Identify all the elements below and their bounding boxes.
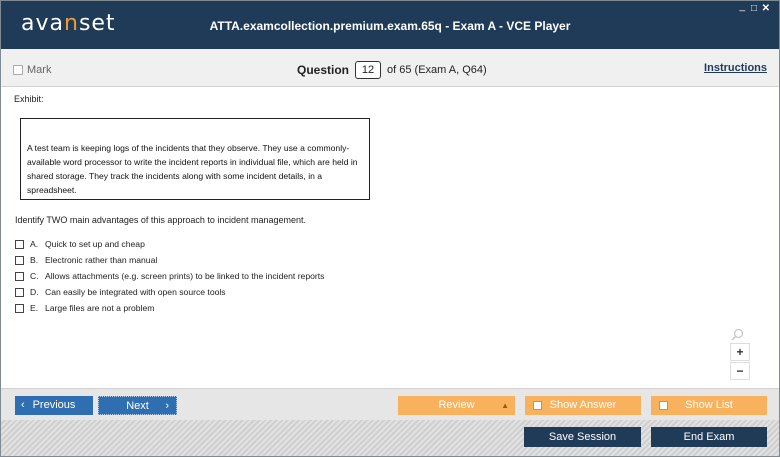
chevron-left-icon: ‹ xyxy=(21,399,25,411)
answer-options xyxy=(15,236,324,316)
save-session-button[interactable]: Save Session xyxy=(524,427,641,447)
question-header xyxy=(1,49,779,87)
review-button[interactable]: Review ▲ xyxy=(398,396,515,415)
footer-bar xyxy=(1,420,779,456)
show-list-checkbox[interactable] xyxy=(659,401,668,410)
previous-button[interactable]: ‹ Previous xyxy=(15,396,93,415)
next-button[interactable]: Next › xyxy=(98,396,177,415)
title-bar xyxy=(1,1,779,49)
close-icon[interactable]: ✕ xyxy=(761,3,770,14)
minimize-icon[interactable]: _ xyxy=(739,1,745,12)
question-label: Question xyxy=(297,63,350,77)
option-checkbox[interactable] xyxy=(15,240,24,249)
question-text: Identify TWO main advantages of this approach to incident management. xyxy=(15,215,306,225)
option-c[interactable]: C. Allows attachments (e.g. screen prints) to be linked to the incident reports xyxy=(15,268,324,284)
option-checkbox[interactable] xyxy=(15,256,24,265)
option-e[interactable]: E. Large files are not a problem xyxy=(15,300,324,316)
option-a[interactable]: A. Quick to set up and cheap xyxy=(15,236,324,252)
option-checkbox[interactable] xyxy=(15,272,24,281)
show-answer-checkbox[interactable] xyxy=(533,401,542,410)
show-answer-button[interactable]: Show Answer xyxy=(525,396,641,415)
option-b[interactable]: B. Electronic rather than manual xyxy=(15,252,324,268)
question-total: of 65 (Exam A, Q64) xyxy=(387,64,487,76)
exhibit-label: Exhibit: xyxy=(14,94,44,104)
avanset-logo: avanset xyxy=(21,11,116,36)
zoom-in-button[interactable]: + xyxy=(730,343,750,361)
show-list-button[interactable]: Show List xyxy=(651,396,767,415)
exhibit-box: A test team is keeping logs of the incidents that they observe. They use a commonly-available word processor to write the incident reports in individual file, which are held in shared storage. They track the incidents along with some incident details, in a spreadsheet. xyxy=(20,118,370,200)
maximize-icon[interactable]: □ xyxy=(750,3,757,14)
mark-label: Mark xyxy=(27,64,52,76)
end-exam-button[interactable]: End Exam xyxy=(651,427,767,447)
zoom-out-button[interactable]: − xyxy=(730,362,750,380)
window-title: ATTA.examcollection.premium.exam.65q - Exam A - VCE Player xyxy=(209,19,571,33)
magnifier-icon xyxy=(731,328,744,341)
mark-checkbox-box[interactable] xyxy=(13,65,23,75)
mark-checkbox[interactable] xyxy=(13,64,51,76)
question-content xyxy=(1,88,779,388)
option-d[interactable]: D. Can easily be integrated with open source tools xyxy=(15,284,324,300)
question-number-input[interactable]: 12 xyxy=(355,61,381,79)
question-navigator xyxy=(297,61,487,79)
caret-up-icon: ▲ xyxy=(501,401,509,410)
option-checkbox[interactable] xyxy=(15,288,24,297)
option-checkbox[interactable] xyxy=(15,304,24,313)
instructions-link[interactable]: Instructions xyxy=(704,62,767,74)
chevron-right-icon: › xyxy=(165,400,169,412)
navigation-bar xyxy=(1,388,779,420)
